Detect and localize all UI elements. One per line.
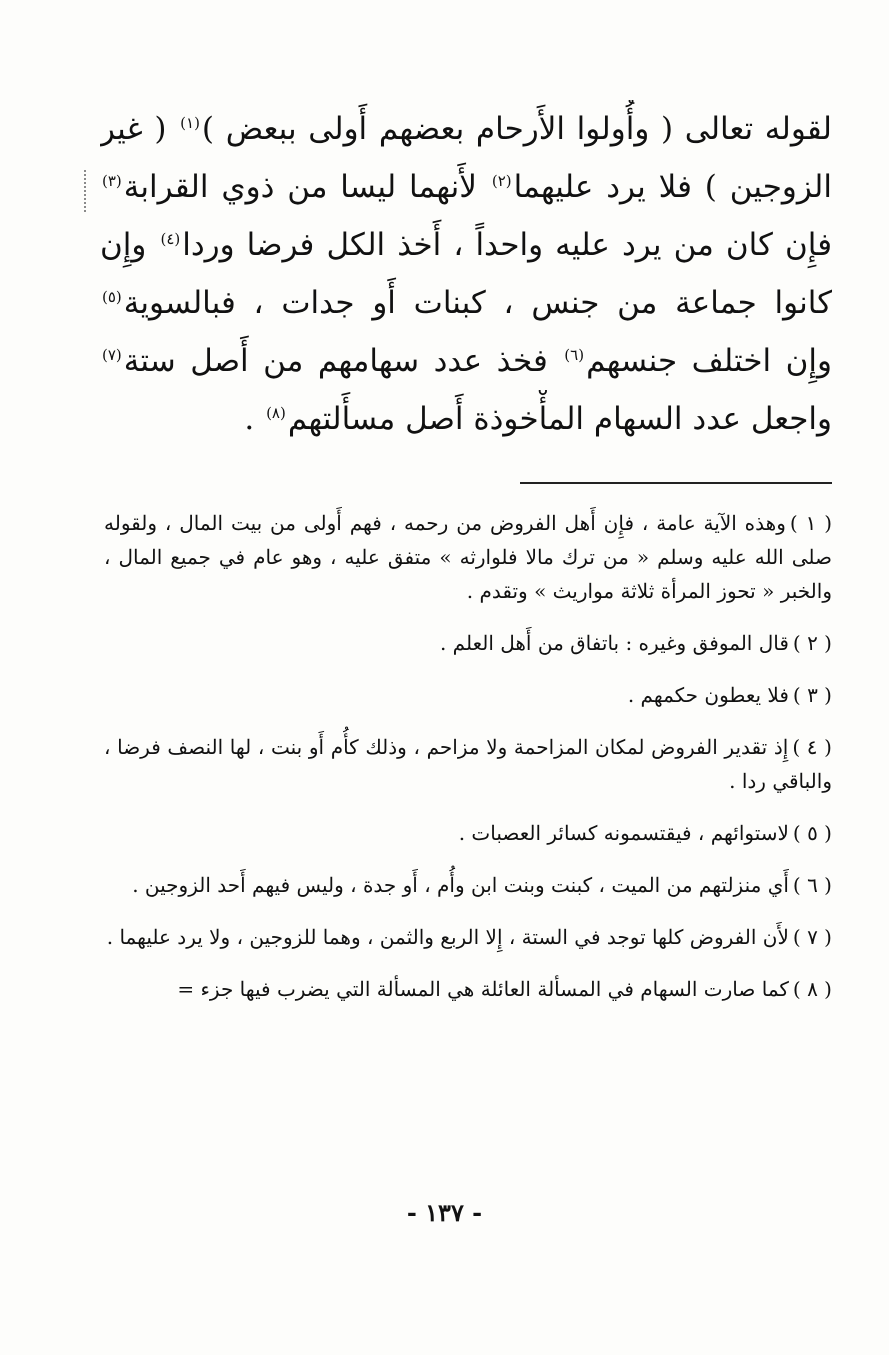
main-text-line (100, 390, 832, 448)
footnote-number: ( ٥ ) (792, 821, 832, 845)
footnote-text: لأَن الفروض كلها توجد في الستة ، إِلا الربع والثمن ، وهما للزوجين ، ولا يرد عليهما . (106, 925, 789, 949)
footnote (104, 626, 832, 660)
footnote-number: ( ١ ) (789, 511, 832, 535)
footnote (104, 816, 832, 850)
main-line-text-after: . (244, 401, 265, 437)
main-text-line (100, 158, 832, 216)
footnote-text: لاستوائهم ، فيقتسمونه كسائر العصبات . (458, 821, 789, 845)
main-text-line (100, 332, 832, 390)
main-text-line (100, 216, 832, 274)
scan-edge-mark (84, 170, 89, 212)
footnote-ref[interactable]: (٢) (491, 171, 512, 190)
footnote-number: ( ٣ ) (792, 683, 832, 707)
footnote-text: وهذه الآية عامة ، فإِن أَهل الفروض من رحمه ، فهم أَولى من بيت المال ، ولقوله صلى الله عليه وسلم « من ترك مالا فلوارثه » متفق عليه ، وهو عام في جميع المال ، والخبر « تحوز المرأة ثلاثة مواريث » وتقدم . (104, 511, 832, 603)
main-line-text: وإِن اختلف جنسهم (586, 343, 832, 379)
main-line-text-after: ( غير (100, 111, 179, 147)
page-number: - ١٣٧ - (406, 1198, 483, 1227)
main-text-line (100, 100, 832, 158)
main-line-text-after: وإِن (100, 227, 159, 263)
footnote-ref[interactable]: (٧) (102, 345, 122, 364)
footnote (104, 868, 832, 902)
footnote-text: فلا يعطون حكمهم . (627, 683, 789, 707)
footnote-text: كما صارت السهام في المسألة العائلة هي المسألة التي يضرب فيها جزء = (177, 977, 789, 1001)
footnote (104, 730, 832, 798)
footnote-text: قال الموفق وغيره : باتفاق من أَهل العلم . (439, 631, 789, 655)
footnote-separator (520, 482, 832, 484)
footnote-ref[interactable]: (٨) (266, 403, 286, 422)
main-line-text-after: فخذ عدد سهامهم من أَصل ستة (123, 343, 563, 379)
footnote (104, 920, 832, 954)
footnote-ref[interactable]: (٤) (160, 229, 181, 248)
footnote-number: ( ٦ ) (792, 873, 832, 897)
footnote-number: ( ٧ ) (792, 925, 832, 949)
footnotes-block (104, 506, 832, 1024)
main-text-line (100, 274, 832, 332)
main-line-text: الزوجين ) فلا يرد عليهما (513, 169, 832, 205)
main-line-text-after: لأَنهما ليسا من ذوي القرابة (123, 169, 490, 205)
footnote-text: أَي منزلتهم من الميت ، كبنت وبنت ابن وأُم ، أَو جدة ، وليس فيهم أَحد الزوجين . (132, 873, 789, 897)
footnote-number: ( ٤ ) (792, 735, 832, 759)
footnote-ref[interactable]: (١) (180, 113, 200, 132)
main-text-block (100, 100, 832, 448)
footnote-ref[interactable]: (٦) (564, 345, 585, 364)
footnote-ref[interactable]: (٥) (102, 287, 122, 306)
main-line-text: فإِن كان من يرد عليه واحداً ، أَخذ الكل فرضا وردا (182, 227, 832, 263)
footnote (104, 678, 832, 712)
footnote (104, 972, 832, 1006)
main-line-text: لقوله تعالى ( وأُولوا الأَرحام بعضهم أَولى ببعض ) (201, 111, 832, 147)
main-line-text: كانوا جماعة من جنس ، كبنات أَو جدات ، فبالسوية (123, 285, 832, 321)
footnote-number: ( ٢ ) (792, 631, 832, 655)
main-line-text: واجعل عدد السهام المأْخوذة أَصل مسأَلتهم (287, 401, 832, 437)
footnote-ref[interactable]: (٣) (102, 171, 122, 190)
footnote-number: ( ٨ ) (792, 977, 832, 1001)
footnote-text: إِذ تقدير الفروض لمكان المزاحمة ولا مزاحم ، وذلك كأُم أَو بنت ، لها النصف فرضا ، والباقي ردا . (104, 735, 832, 793)
footnote (104, 506, 832, 608)
